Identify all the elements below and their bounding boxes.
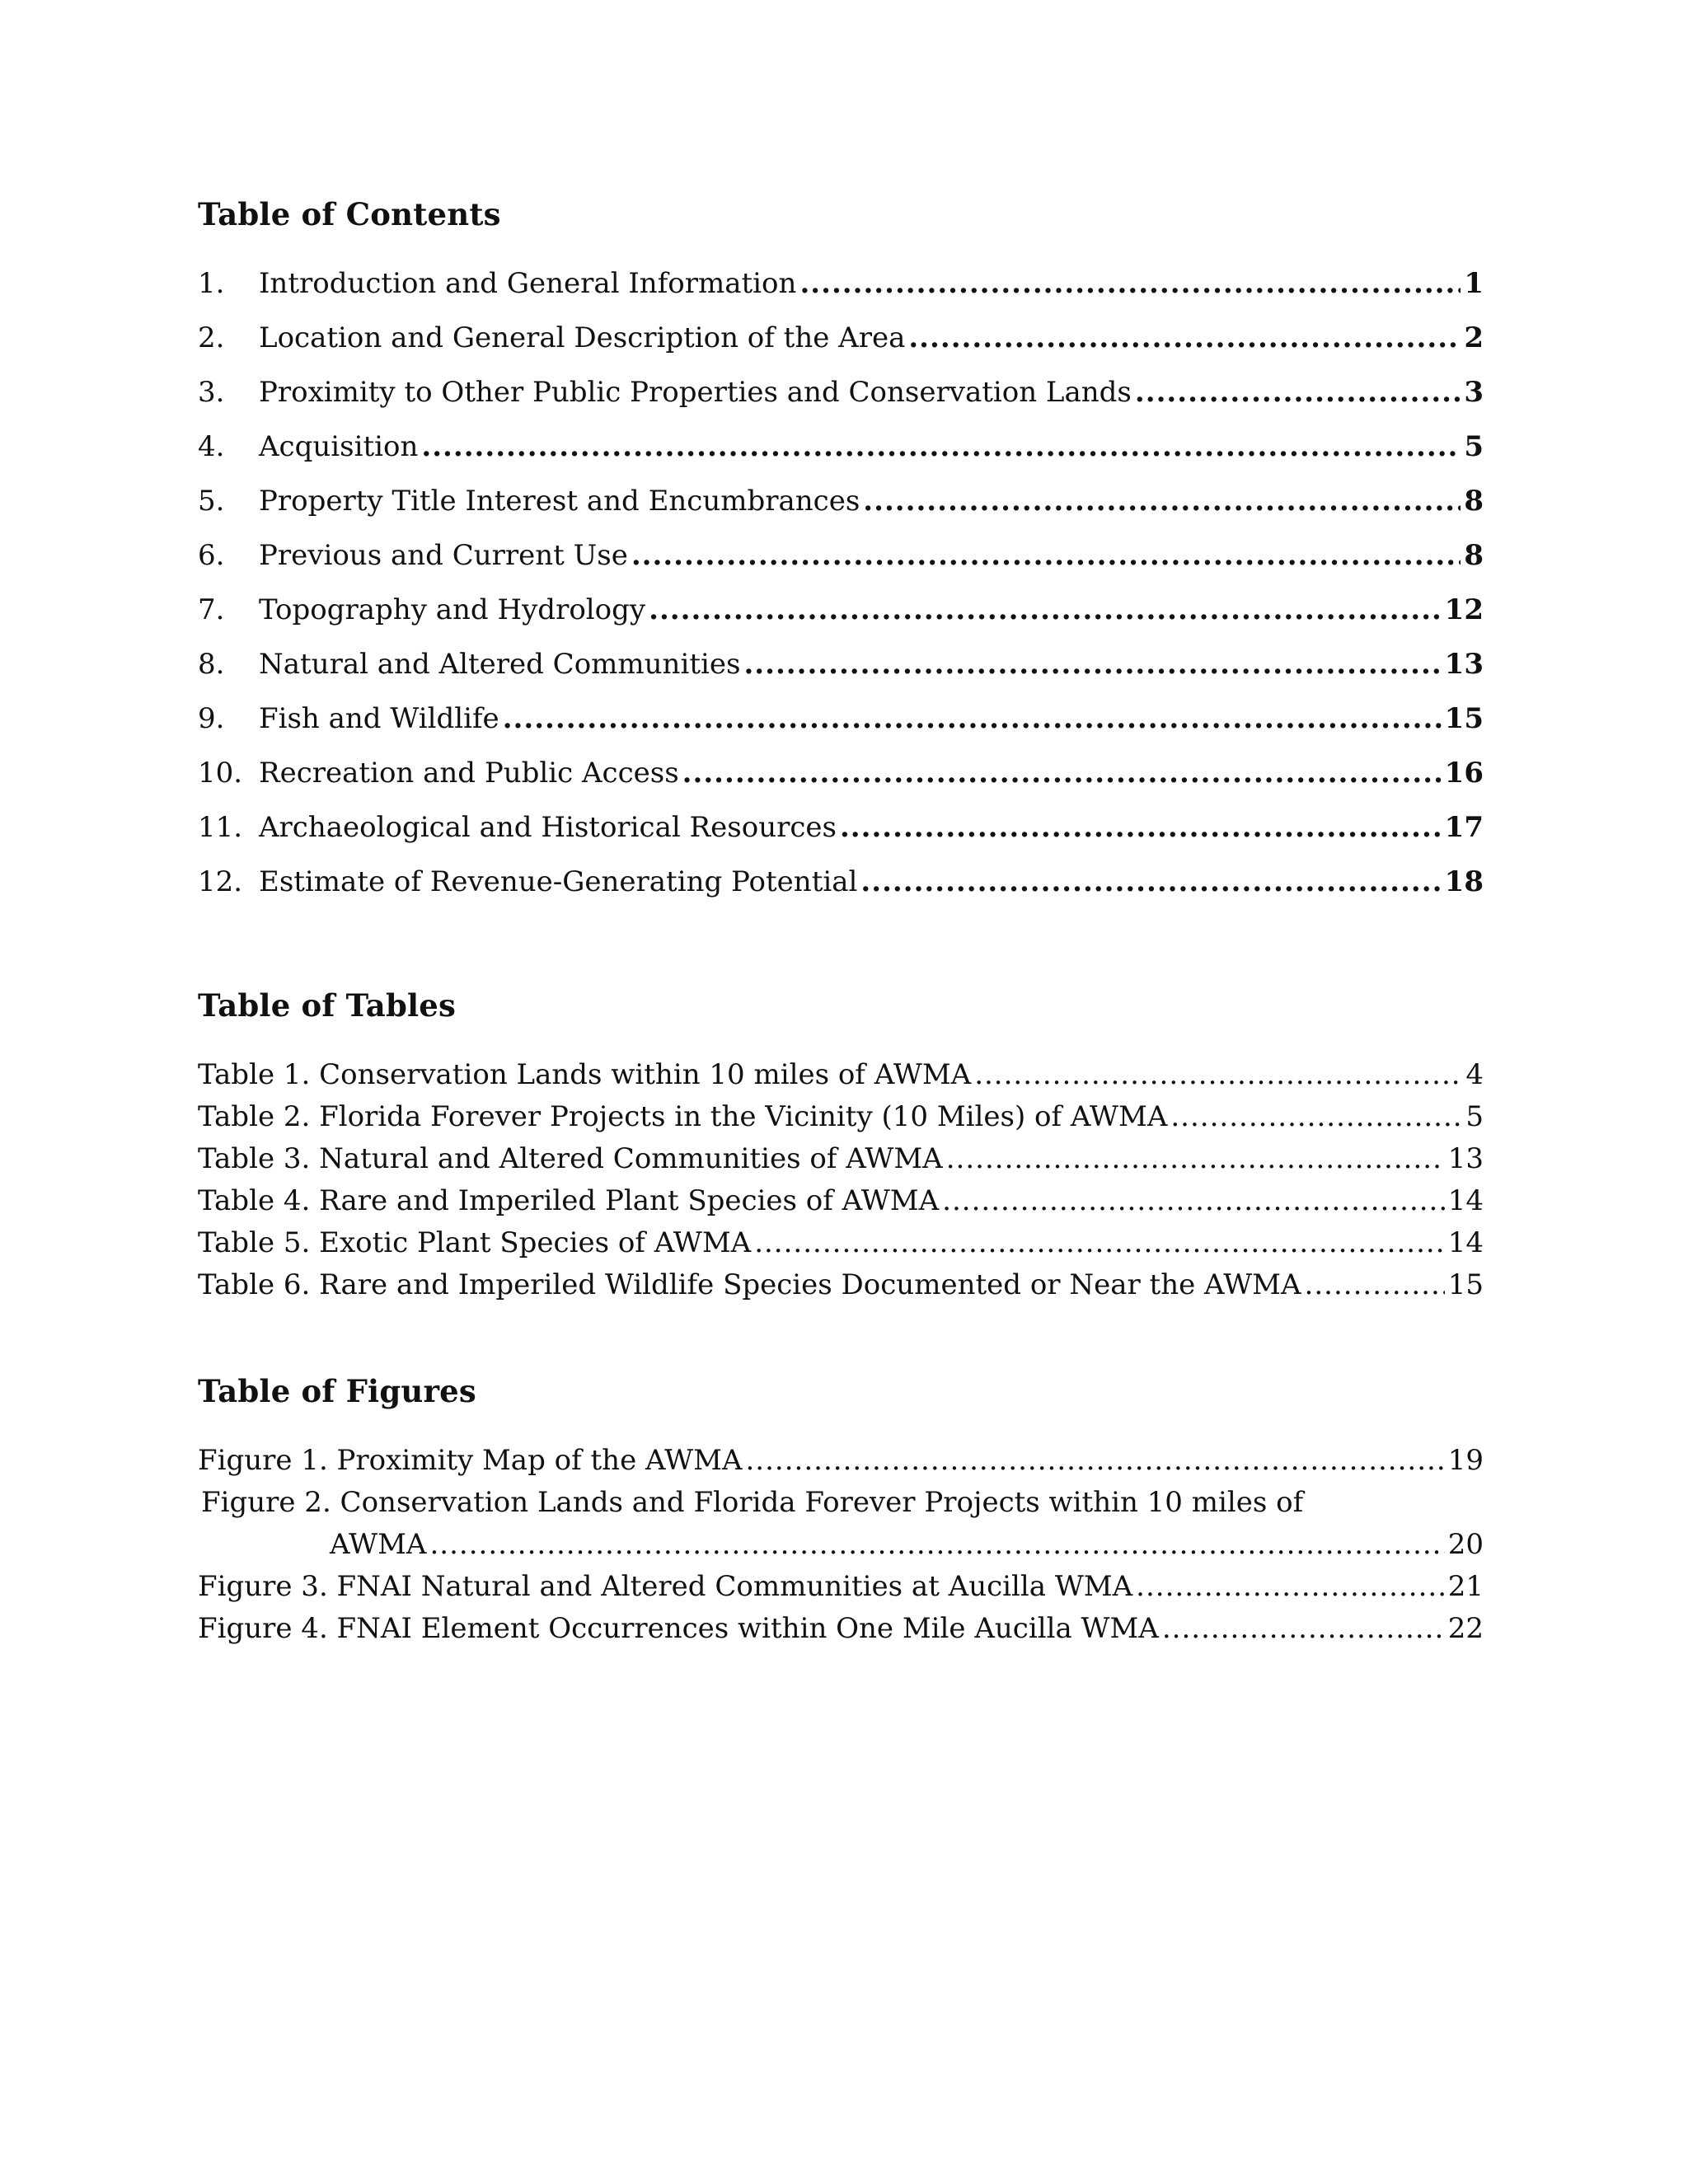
entry-title: Table 1. Conservation Lands within 10 miles of AWMA: [198, 1058, 972, 1091]
entry-page-number: 3: [1464, 376, 1484, 409]
entry-title: AWMA: [330, 1528, 427, 1561]
figure-list-entry-title-line1[interactable]: Figure 2. Conservation Lands and Florida Forever Projects within 10 miles of: [201, 1486, 1304, 1519]
entry-page-number: 22: [1447, 1612, 1484, 1645]
entry-title: Fish and Wildlife: [259, 702, 499, 735]
dot-leader: [743, 646, 1441, 682]
entry-number: 6.: [198, 539, 225, 572]
table-list-entry[interactable]: [198, 1183, 1484, 1219]
dot-leader: [860, 864, 1441, 900]
dot-leader: [908, 320, 1461, 356]
dot-leader: [503, 701, 1442, 737]
dot-leader: [430, 1526, 1445, 1563]
entry-page-number: 13: [1444, 648, 1484, 681]
entry-page-number: 8: [1464, 539, 1484, 572]
entry-page-number: 8: [1464, 485, 1484, 518]
entry-title: Location and General Description of the Area: [259, 321, 906, 354]
dot-leader: [1135, 374, 1461, 410]
entry-page-number: 18: [1444, 865, 1484, 898]
entry-page-number: 12: [1444, 593, 1484, 626]
figure-list-entry[interactable]: [198, 1442, 1484, 1479]
entry-title: Table 3. Natural and Altered Communities of AWMA: [198, 1142, 943, 1175]
contents-entry[interactable]: [198, 483, 1484, 519]
entry-title: Table 2. Florida Forever Projects in the Vicinity (10 Miles) of AWMA: [198, 1100, 1168, 1133]
dot-leader: [421, 429, 1461, 465]
entry-page-number: 15: [1444, 702, 1484, 735]
entry-number: 9.: [198, 702, 225, 735]
figure-list-entry[interactable]: [198, 1568, 1484, 1605]
contents-entry[interactable]: [198, 429, 1484, 465]
entry-title: Acquisition: [259, 430, 419, 463]
entry-number: 12.: [198, 865, 243, 898]
entry-page-number: 2: [1464, 321, 1484, 354]
entry-page-number: 15: [1447, 1268, 1484, 1301]
figure-list-entry-continuation[interactable]: [330, 1526, 1484, 1563]
entry-title: Figure 4. FNAI Element Occurrences within One Mile Aucilla WMA: [198, 1612, 1159, 1645]
dot-leader: [682, 755, 1442, 791]
dot-leader: [799, 265, 1461, 302]
entry-title: Natural and Altered Communities: [259, 648, 741, 681]
entry-number: 3.: [198, 376, 225, 409]
contents-entry[interactable]: [198, 755, 1484, 791]
entry-page-number: 5: [1465, 1100, 1484, 1133]
entry-title: Table 5. Exotic Plant Species of AWMA: [198, 1226, 752, 1259]
contents-heading: Table of Contents: [198, 196, 501, 232]
entry-title: Figure 3. FNAI Natural and Altered Communities at Aucilla WMA: [198, 1570, 1133, 1603]
entry-page-number: 19: [1447, 1444, 1484, 1477]
entry-number: 8.: [198, 648, 225, 681]
entry-title: Figure 1. Proximity Map of the AWMA: [198, 1444, 743, 1477]
entry-page-number: 14: [1447, 1184, 1484, 1217]
table-list-entry[interactable]: [198, 1057, 1484, 1093]
table-list-entry[interactable]: [198, 1225, 1484, 1261]
entry-number: 1.: [198, 267, 225, 300]
entry-page-number: 13: [1447, 1142, 1484, 1175]
dot-leader: [631, 537, 1461, 574]
entry-title: Recreation and Public Access: [259, 757, 679, 790]
table-list-entry[interactable]: [198, 1141, 1484, 1177]
dot-leader: [649, 592, 1442, 628]
entry-title: Topography and Hydrology: [259, 593, 646, 626]
contents-entry[interactable]: [198, 646, 1484, 682]
dot-leader: [974, 1057, 1462, 1093]
entry-number: 10.: [198, 757, 243, 790]
entry-page-number: 20: [1447, 1528, 1484, 1561]
dot-leader: [1305, 1267, 1445, 1303]
entry-number: 2.: [198, 321, 225, 354]
entry-number: 7.: [198, 593, 225, 626]
contents-entry[interactable]: [198, 809, 1484, 846]
table-list-entry[interactable]: [198, 1267, 1484, 1303]
entry-page-number: 14: [1447, 1226, 1484, 1259]
entry-page-number: 16: [1444, 757, 1484, 790]
dot-leader: [1170, 1099, 1462, 1135]
entry-title: Estimate of Revenue-Generating Potential: [259, 865, 858, 898]
contents-entry[interactable]: [198, 374, 1484, 410]
entry-title: Archaeological and Historical Resources: [259, 811, 837, 844]
tables-heading: Table of Tables: [198, 987, 457, 1024]
dot-leader: [863, 483, 1461, 519]
contents-entry[interactable]: [198, 864, 1484, 900]
dot-leader: [1136, 1568, 1445, 1605]
figure-list-entry[interactable]: [198, 1610, 1484, 1647]
entry-title: Table 6. Rare and Imperiled Wildlife Species Documented or Near the AWMA: [198, 1268, 1301, 1301]
dot-leader: [840, 809, 1442, 846]
dot-leader: [746, 1442, 1445, 1479]
entry-number: 4.: [198, 430, 225, 463]
entry-title: Introduction and General Information: [259, 267, 797, 300]
entry-page-number: 17: [1444, 811, 1484, 844]
entry-title: Table 4. Rare and Imperiled Plant Species of AWMA: [198, 1184, 940, 1217]
entry-title: Proximity to Other Public Properties and Conservation Lands: [259, 376, 1132, 409]
contents-entry[interactable]: [198, 265, 1484, 302]
entry-page-number: 21: [1447, 1570, 1484, 1603]
entry-number: 5.: [198, 485, 225, 518]
document-page: [198, 0, 1484, 2184]
entry-title: Property Title Interest and Encumbrances: [259, 485, 860, 518]
contents-entry[interactable]: [198, 592, 1484, 628]
contents-entry[interactable]: [198, 320, 1484, 356]
contents-entry[interactable]: [198, 701, 1484, 737]
entry-page-number: 4: [1465, 1058, 1484, 1091]
entry-page-number: 1: [1464, 267, 1484, 300]
figures-heading: Table of Figures: [198, 1373, 476, 1409]
dot-leader: [754, 1225, 1445, 1261]
entry-title: Previous and Current Use: [259, 539, 628, 572]
entry-number: 11.: [198, 811, 243, 844]
table-list-entry[interactable]: [198, 1099, 1484, 1135]
dot-leader: [1162, 1610, 1445, 1647]
contents-entry[interactable]: [198, 537, 1484, 574]
dot-leader: [942, 1183, 1445, 1219]
entry-page-number: 5: [1464, 430, 1484, 463]
dot-leader: [946, 1141, 1445, 1177]
